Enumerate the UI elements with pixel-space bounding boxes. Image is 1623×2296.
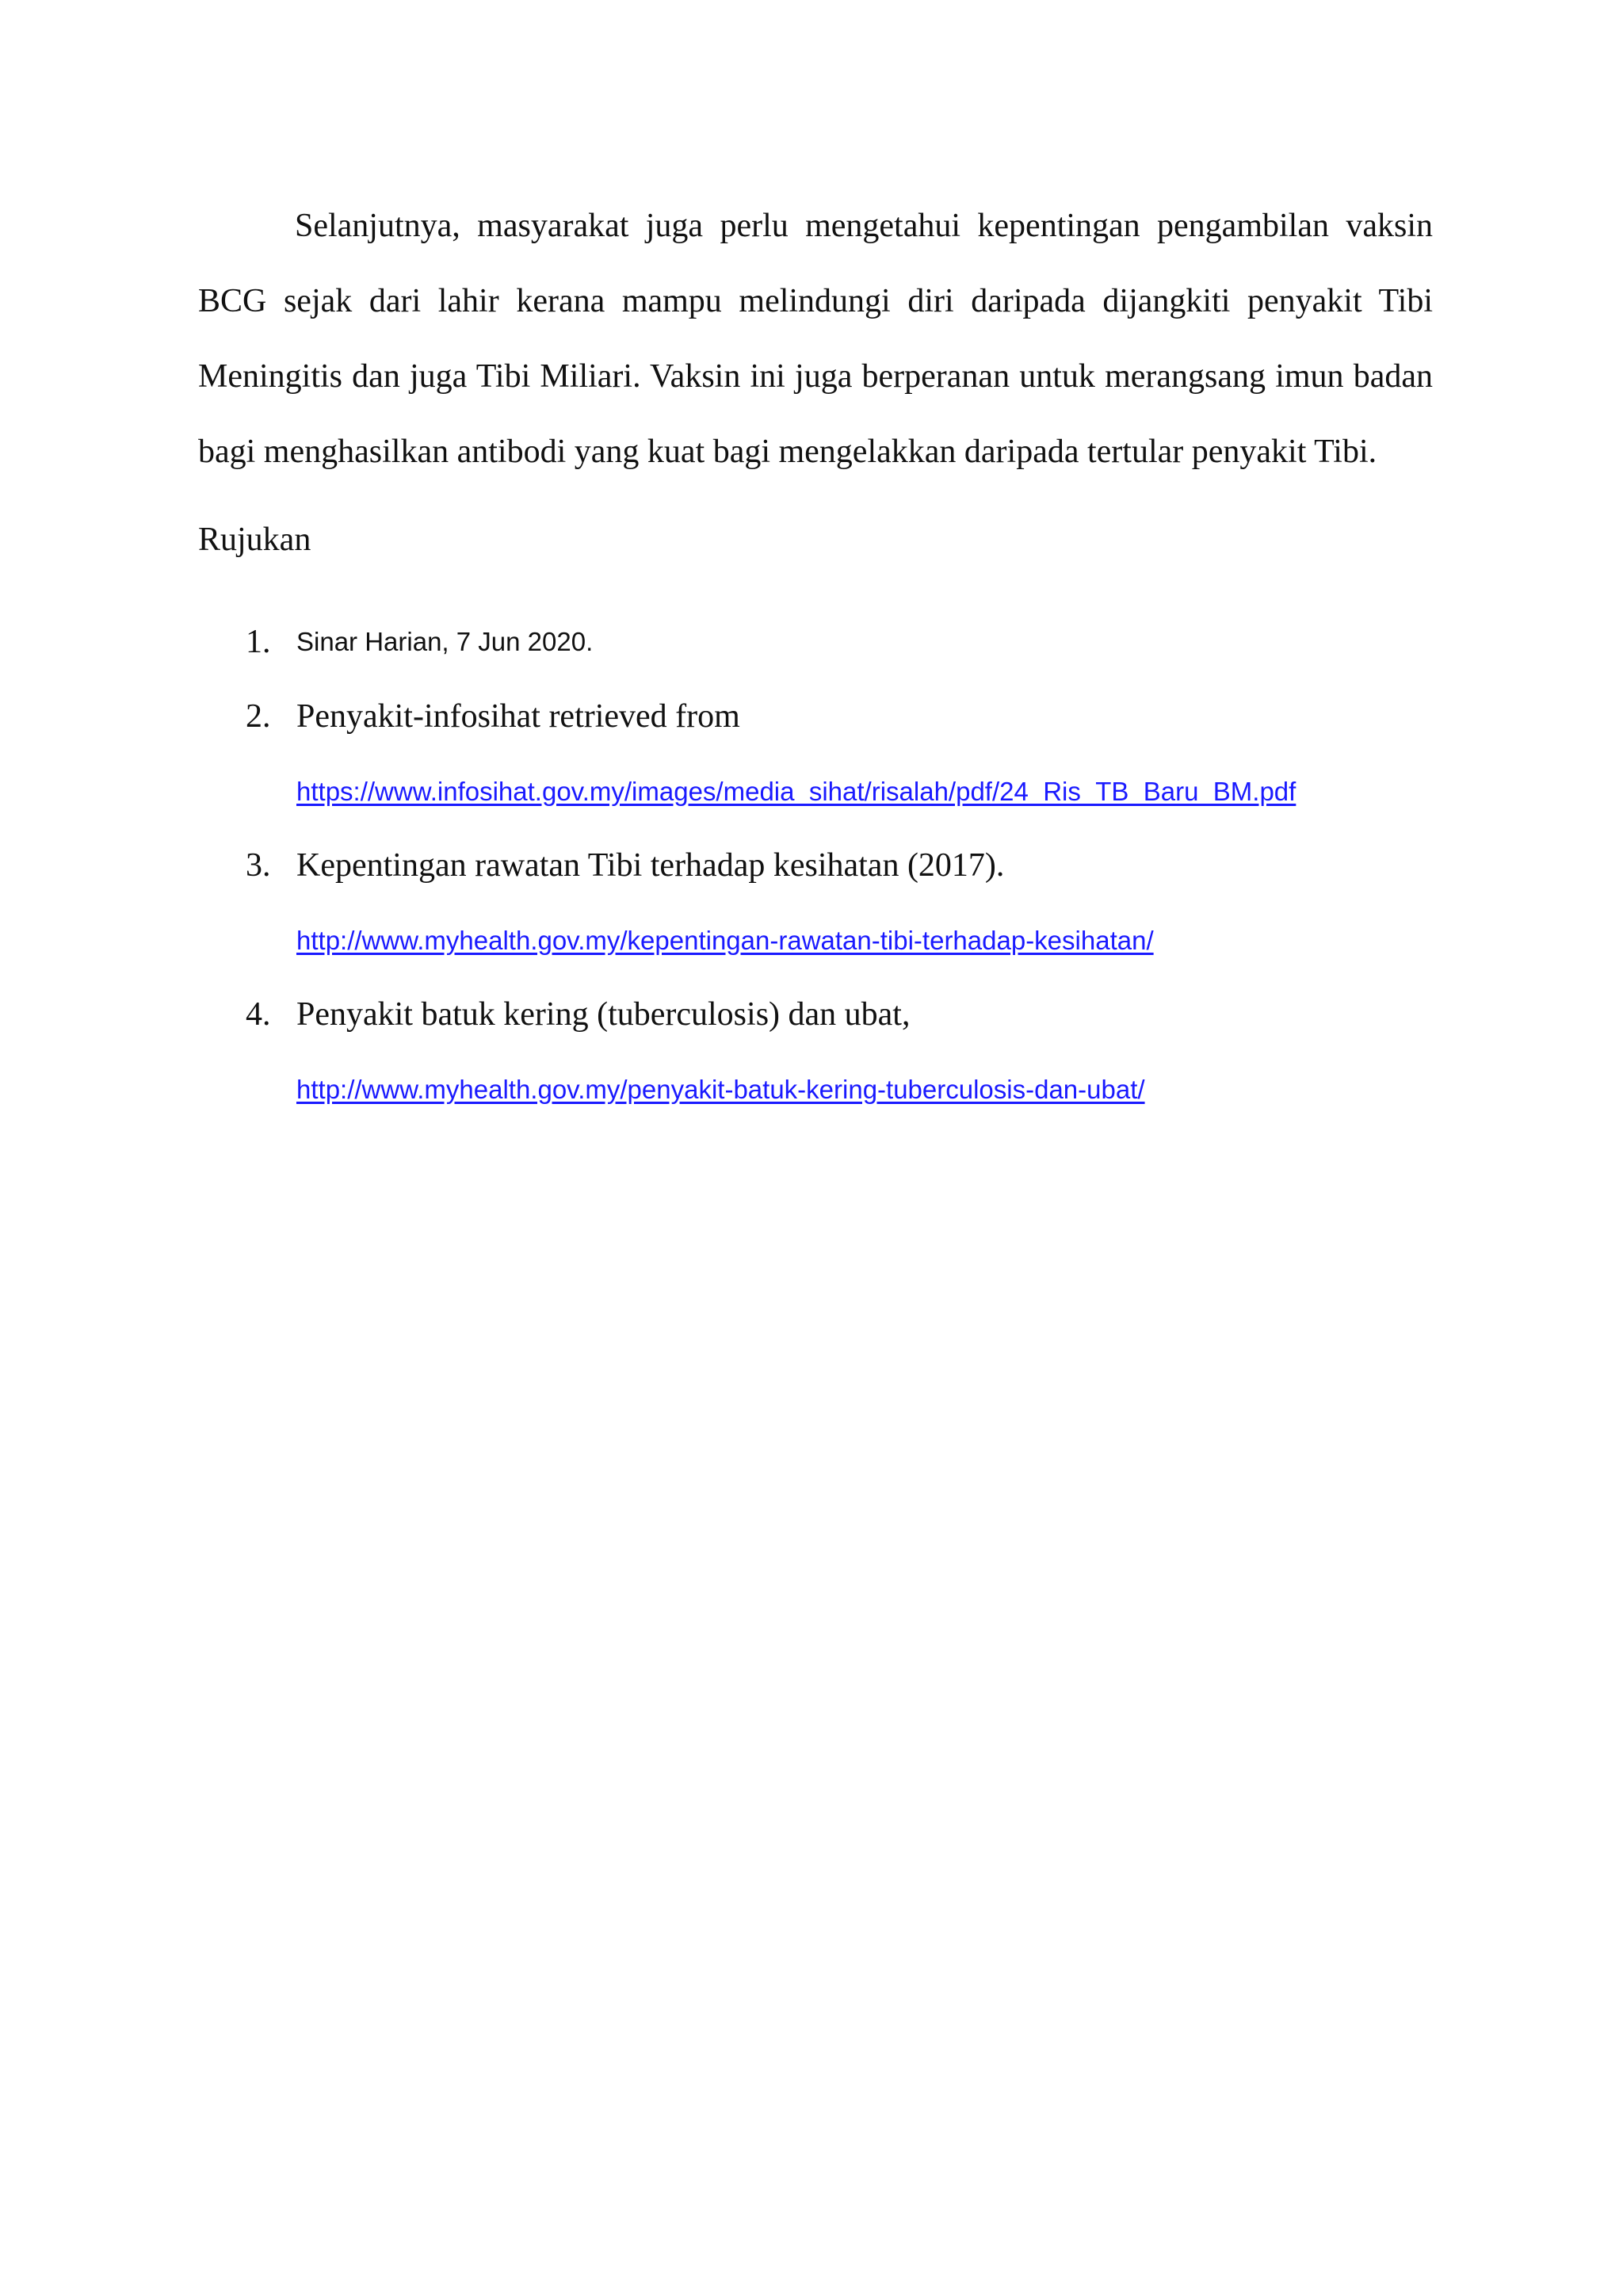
body-paragraph: Selanjutnya, masyarakat juga perlu mengetahui kepentingan pengambilan vaksin BCG sejak dari lahir kerana mampu melindungi diri daripada dijangkiti penyakit Tibi Meningitis dan juga Tibi Miliari. Vaksin ini juga berperanan untuk merangsang imun badan bagi menghasilkan antibodi yang kuat bagi mengelakkan daripada tertular penyakit Tibi. — [198, 208, 1433, 470]
reference-text: Penyakit batuk kering (tuberculosis) dan ubat, — [296, 996, 911, 1033]
reference-number: 3. — [246, 847, 271, 884]
reference-text: Kepentingan rawatan Tibi terhadap kesihatan (2017). — [296, 847, 1005, 884]
reference-link[interactable]: https://www.infosihat.gov.my/images/media_sihat/risalah/pdf/24_Ris_TB_Baru_BM.pdf — [296, 777, 1296, 806]
reference-link[interactable]: http://www.myhealth.gov.my/kepentingan-rawatan-tibi-terhadap-kesihatan/ — [296, 926, 1154, 955]
reference-text: Sinar Harian, 7 Jun 2020. — [296, 627, 594, 656]
reference-number: 4. — [246, 996, 271, 1033]
reference-text: Penyakit-infosihat retrieved from — [296, 698, 740, 735]
reference-number: 2. — [246, 698, 271, 735]
reference-link[interactable]: http://www.myhealth.gov.my/penyakit-batuk-kering-tuberculosis-dan-ubat/ — [296, 1075, 1145, 1104]
references-heading: Rujukan — [198, 521, 311, 558]
reference-number: 1. — [246, 624, 271, 660]
